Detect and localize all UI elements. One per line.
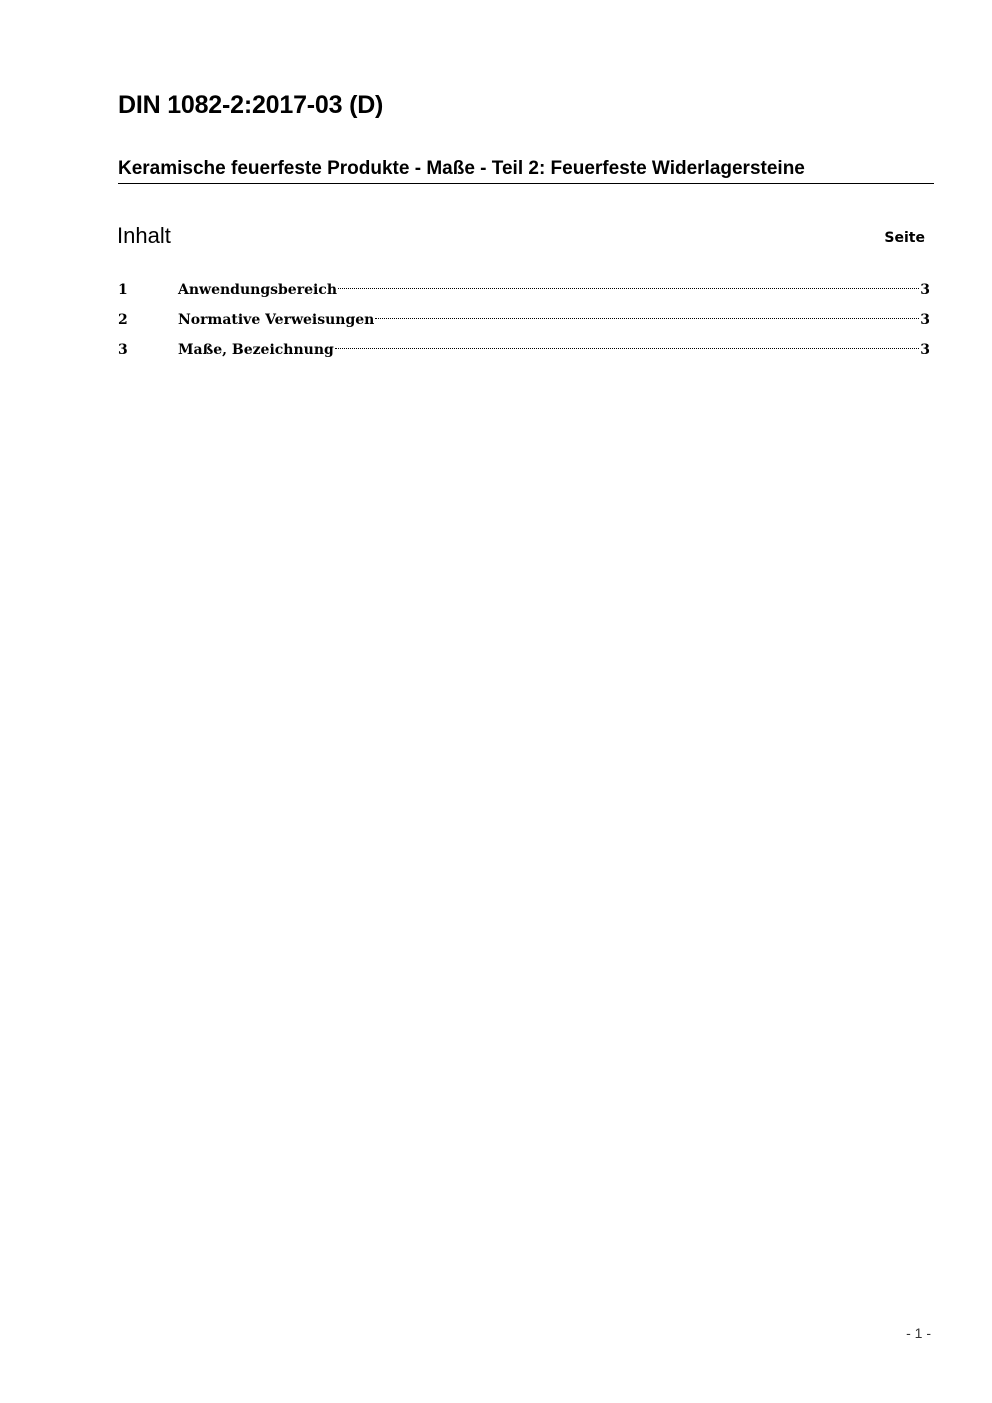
toc-entry-number: 2 [118, 312, 128, 328]
toc-entry[interactable] [118, 309, 930, 339]
page-number: - 1 - [906, 1325, 931, 1341]
toc-entry-page[interactable]: 3 [920, 342, 930, 358]
toc-entry[interactable] [118, 339, 930, 369]
document-subtitle: Keramische feuerfeste Produkte - Maße - Teil 2: Feuerfeste Widerlagersteine [118, 157, 934, 184]
toc-dot-leader [375, 318, 919, 319]
toc-entry-title[interactable]: Anwendungsbereich [178, 282, 337, 298]
toc-entry-number: 1 [118, 282, 128, 298]
toc-entry-number: 3 [118, 342, 128, 358]
toc-dot-leader [335, 348, 919, 349]
toc-entry-page[interactable]: 3 [920, 282, 930, 298]
toc-entry-title[interactable]: Normative Verweisungen [178, 312, 375, 328]
toc-entry[interactable] [118, 279, 930, 309]
document-title: DIN 1082-2:2017-03 (D) [118, 91, 384, 119]
table-of-contents [118, 279, 930, 369]
toc-page-column-label: Seite [884, 230, 925, 246]
toc-entry-page[interactable]: 3 [920, 312, 930, 328]
toc-entry-title[interactable]: Maße, Bezeichnung [178, 342, 334, 358]
toc-heading: Inhalt [117, 223, 171, 248]
toc-dot-leader [338, 288, 919, 289]
